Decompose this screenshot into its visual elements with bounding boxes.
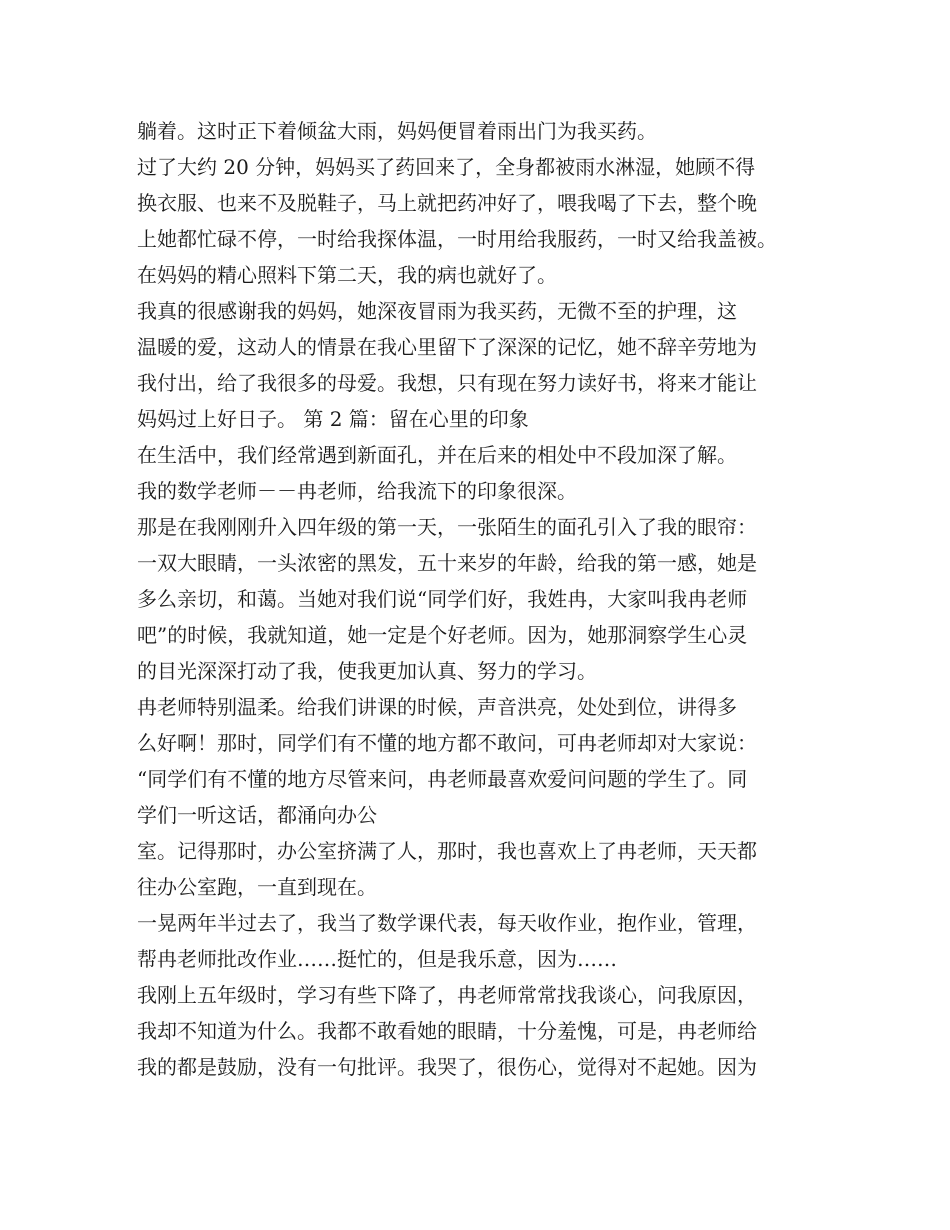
text-line: 我的数学老师－－冉老师，给我流下的印象很深。 [137, 479, 577, 503]
text-line: “同学们有不懂的地方尽管来问，冉老师最喜欢爱问问题的学生了。同 [137, 767, 748, 791]
text-line: 我付出，给了我很多的母爱。我想，只有现在努力读好书，将来才能让 [137, 371, 757, 395]
text-line: 那是在我刚刚升入四年级的第一天，一张陌生的面孔引入了我的眼帘： [137, 515, 757, 539]
text-line: 我真的很感谢我的妈妈，她深夜冒雨为我买药，无微不至的护理，这 [137, 299, 737, 323]
text-line: 冉老师特别温柔。给我们讲课的时候，声音洪亮，处处到位，讲得多 [137, 695, 737, 719]
text-line: 一晃两年半过去了，我当了数学课代表，每天收作业，抱作业，管理， [137, 911, 757, 935]
text-line: 我却不知道为什么。我都不敢看她的眼睛，十分羞愧，可是，冉老师给 [137, 1019, 757, 1043]
text-line: 学们一听这话，都涌向办公 [137, 803, 377, 827]
text-line: 妈妈过上好日子。 第 2 篇：留在心里的印象 [137, 407, 529, 431]
text-line: 帮冉老师批改作业……挺忙的，但是我乐意，因为…… [137, 947, 617, 971]
text-line: 在生活中，我们经常遇到新面孔，并在后来的相处中不段加深了解。 [137, 443, 737, 467]
text-line: 换衣服、也来不及脱鞋子，马上就把药冲好了，喂我喝了下去，整个晚 [137, 191, 757, 215]
text-line: 室。记得那时，办公室挤满了人，那时，我也喜欢上了冉老师，天天都 [137, 839, 757, 863]
text-line: 温暖的爱，这动人的情景在我心里留下了深深的记忆，她不辞辛劳地为 [137, 335, 757, 359]
text-line: 上她都忙碌不停，一时给我探体温，一时用给我服药，一时又给我盖被。 [137, 227, 777, 251]
document-body [137, 113, 837, 1085]
text-line: 多么亲切，和蔼。当她对我们说“同学们好，我姓冉，大家叫我冉老师 [137, 587, 748, 611]
text-line: 吧”的时候，我就知道，她一定是个好老师。因为，她那洞察学生心灵 [137, 623, 748, 647]
text-line: 么好啊！那时，同学们有不懂的地方都不敢问，可冉老师却对大家说： [137, 731, 757, 755]
text-line: 我的都是鼓励，没有一句批评。我哭了，很伤心，觉得对不起她。因为 [137, 1055, 757, 1079]
text-line: 过了大约 20 分钟，妈妈买了药回来了，全身都被雨水淋湿，她顾不得 [137, 155, 756, 179]
text-line: 躺着。这时正下着倾盆大雨，妈妈便冒着雨出门为我买药。 [137, 119, 657, 143]
text-line: 我刚上五年级时，学习有些下降了，冉老师常常找我谈心，问我原因， [137, 983, 757, 1007]
text-line: 一双大眼睛，一头浓密的黑发，五十来岁的年龄，给我的第一感，她是 [137, 551, 757, 575]
text-line: 往办公室跑，一直到现在。 [137, 875, 377, 899]
text-line: 的目光深深打动了我，使我更加认真、努力的学习。 [137, 659, 597, 683]
text-line: 在妈妈的精心照料下第二天，我的病也就好了。 [137, 263, 557, 287]
